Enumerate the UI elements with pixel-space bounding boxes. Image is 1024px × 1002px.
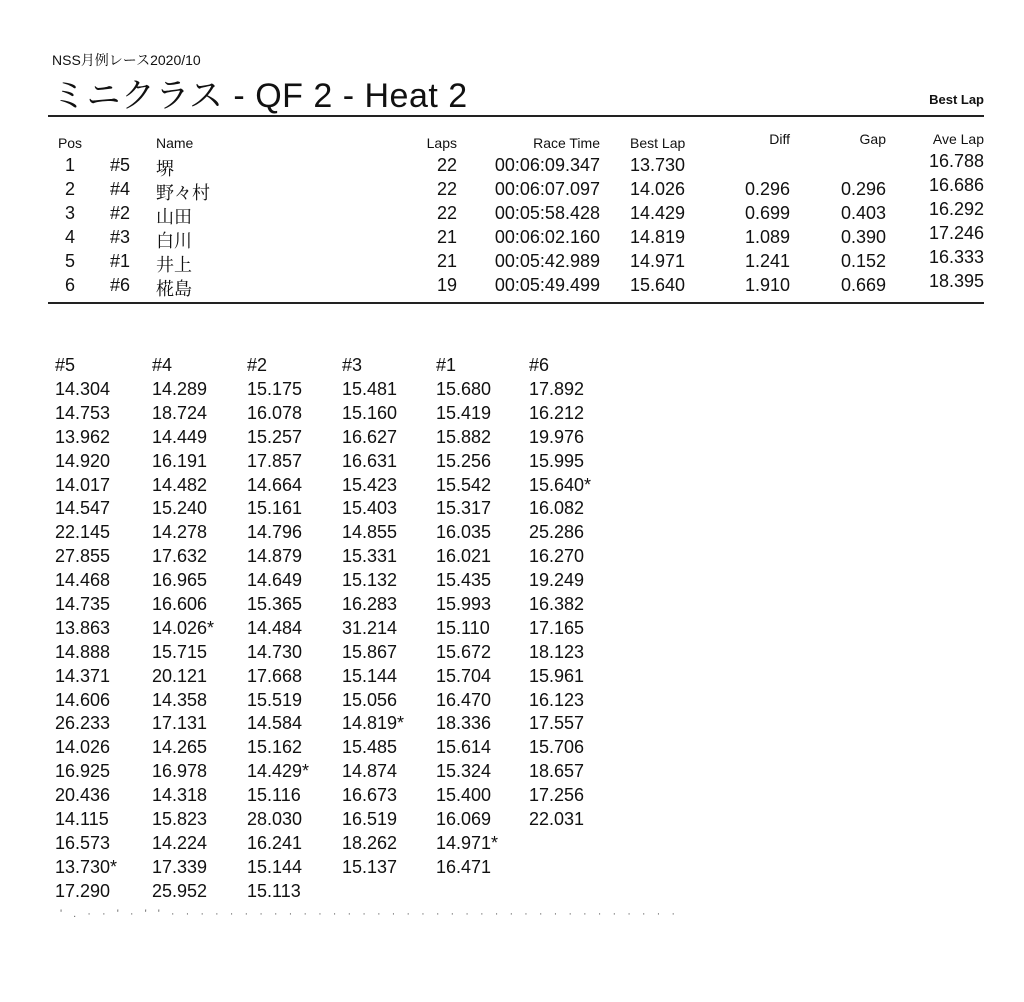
lap-column: [436, 355, 526, 881]
lap-time: 15.113: [247, 880, 301, 901]
result-car-number: #1: [110, 251, 131, 271]
result-laps: 22: [436, 179, 457, 199]
lap-time: 15.435: [436, 570, 492, 591]
header-pos: Pos: [57, 135, 83, 151]
header-race-time: Race Time: [533, 135, 600, 151]
lap-column: [55, 355, 145, 905]
lap-time: 19.249: [529, 570, 585, 591]
result-car-number: #4: [110, 179, 131, 199]
result-laps: 19: [436, 275, 457, 295]
result-pos: 4: [64, 227, 75, 247]
lap-time: 18.724: [152, 402, 208, 423]
lap-time: 17.290: [55, 880, 111, 901]
result-diff: 0.699: [744, 203, 790, 223]
lap-time: 20.121: [152, 665, 208, 686]
lap-time: 16.082: [529, 498, 585, 519]
lap-time: 15.823: [152, 809, 208, 830]
lap-time: 15.110: [436, 617, 490, 638]
header-laps: Laps: [426, 135, 457, 151]
lap-column-header: #5: [55, 355, 76, 375]
lap-time: 17.668: [247, 665, 303, 686]
lap-time: 14.888: [55, 641, 111, 662]
lap-time: 16.212: [529, 402, 585, 423]
lap-time: 15.403: [342, 498, 398, 519]
lap-time: 14.017: [55, 474, 111, 495]
lap-time: 14.304: [55, 379, 111, 399]
lap-time: 17.892: [529, 379, 585, 399]
lap-time: 13.962: [55, 426, 111, 447]
lap-time: 15.882: [436, 426, 492, 447]
lap-time: 16.573: [55, 832, 111, 853]
result-ave-lap: 16.333: [928, 247, 984, 267]
lap-time: 14.449: [152, 426, 208, 447]
result-laps: 21: [436, 251, 457, 271]
lap-time: 14.971*: [436, 832, 499, 853]
lap-time: 15.423: [342, 474, 398, 495]
lap-time: 15.175: [247, 379, 303, 399]
lap-time: 14.874: [342, 761, 398, 782]
result-best-lap: 14.971: [630, 251, 686, 271]
lap-time: 17.339: [152, 856, 208, 877]
lap-time: 14.358: [152, 689, 208, 710]
lap-time: 16.069: [436, 809, 492, 830]
cut-off-row-fragment: ' . · · ' · ' ' · · · · · · · · · · · · · · · · · · · · · · · · · · · · · · · · · · ·: [60, 908, 680, 920]
lap-time: 15.240: [152, 498, 208, 519]
result-race-time: 00:06:09.347: [494, 155, 600, 175]
lap-time: 19.976: [529, 426, 585, 447]
lap-time: 15.706: [529, 737, 585, 758]
lap-time: 14.429*: [247, 761, 310, 782]
result-pos: 5: [64, 251, 75, 271]
lap-time: 16.631: [342, 450, 398, 471]
result-pos: 1: [64, 155, 75, 175]
lap-time: 14.879: [247, 546, 303, 567]
lap-time: 14.920: [55, 450, 111, 471]
lap-time: 16.283: [342, 594, 398, 615]
result-diff: 1.910: [744, 275, 790, 295]
result-car-number: #2: [110, 203, 131, 223]
result-driver-name: 野々村: [156, 183, 210, 203]
result-row: [52, 199, 987, 227]
result-row: [52, 151, 987, 179]
lap-time: 15.715: [152, 641, 208, 662]
results-table: [52, 131, 987, 299]
result-best-lap: 14.819: [630, 227, 686, 247]
result-ave-lap: 17.246: [928, 223, 984, 243]
lap-time: 14.606: [55, 689, 111, 710]
lap-time: 14.855: [342, 522, 398, 543]
result-gap: 0.669: [840, 275, 886, 295]
result-driver-name: 白川: [156, 231, 192, 251]
result-row: [52, 247, 987, 275]
lap-time: 17.857: [247, 450, 303, 471]
results-header: [52, 131, 987, 155]
lap-time: 14.026*: [152, 617, 215, 638]
lap-time: 15.993: [436, 594, 492, 615]
lap-time: 15.519: [247, 689, 303, 710]
lap-time: 15.160: [342, 402, 398, 423]
lap-time: 18.123: [529, 641, 585, 662]
lap-time: 15.324: [436, 761, 492, 782]
lap-time: 15.614: [436, 737, 492, 758]
lap-time: 13.863: [55, 617, 111, 638]
result-best-lap: 14.429: [630, 203, 686, 223]
result-laps: 22: [436, 203, 457, 223]
lap-column-header: #6: [529, 355, 550, 375]
lap-time: 15.257: [247, 426, 303, 447]
result-laps: 22: [436, 155, 457, 175]
lap-time: 16.519: [342, 809, 398, 830]
result-driver-name: 山田: [156, 207, 192, 227]
lap-time: 16.382: [529, 594, 585, 615]
lap-column: [529, 355, 619, 833]
header-ave-lap: Ave Lap: [932, 131, 984, 147]
result-best-lap: 15.640: [630, 275, 686, 295]
lap-time: 15.419: [436, 402, 492, 423]
lap-time: 17.632: [152, 546, 208, 567]
result-diff: 1.089: [744, 227, 790, 247]
lap-time: 16.627: [342, 426, 398, 447]
lap-time: 22.031: [529, 809, 585, 830]
lap-time: 15.132: [342, 570, 398, 591]
lap-time: 28.030: [247, 809, 303, 830]
lap-time: 18.657: [529, 761, 585, 782]
result-row: [52, 175, 987, 203]
lap-time: 15.680: [436, 379, 492, 399]
lap-time: 16.021: [436, 546, 492, 567]
lap-time: 14.735: [55, 594, 111, 615]
lap-time: 15.485: [342, 737, 398, 758]
lap-time: 15.162: [247, 737, 303, 758]
lap-time: 15.640*: [529, 474, 592, 495]
lap-time: 14.547: [55, 498, 111, 519]
bottom-rule: [48, 302, 984, 304]
result-driver-name: 椛島: [156, 279, 192, 299]
lap-time: 15.331: [342, 546, 398, 567]
page-title: ミニクラス - QF 2 - Heat 2: [52, 77, 468, 115]
lap-time: 27.855: [55, 546, 111, 567]
lap-time: 18.336: [436, 713, 492, 734]
lap-time: 14.318: [152, 785, 208, 806]
lap-time: 14.026: [55, 737, 111, 758]
lap-time: 14.730: [247, 641, 303, 662]
header-name: Name: [156, 135, 194, 151]
result-car-number: #6: [110, 275, 131, 295]
lap-time: 15.481: [342, 379, 398, 399]
lap-column: [247, 355, 337, 905]
result-pos: 6: [64, 275, 75, 295]
lap-time: 15.672: [436, 641, 492, 662]
result-car-number: #5: [110, 155, 131, 175]
result-gap: 0.152: [840, 251, 886, 271]
result-race-time: 00:05:58.428: [494, 203, 600, 223]
lap-time: 15.365: [247, 594, 303, 615]
lap-time: 13.730*: [55, 856, 118, 877]
lap-time: 15.961: [529, 665, 585, 686]
result-best-lap: 14.026: [630, 179, 686, 199]
lap-time: 17.131: [152, 713, 208, 734]
lap-time: 14.649: [247, 570, 303, 591]
lap-time: 14.265: [152, 737, 208, 758]
lap-time: 14.584: [247, 713, 303, 734]
best-lap-caption: Best Lap: [929, 92, 984, 107]
lap-column-header: #3: [342, 355, 363, 375]
result-gap: 0.390: [840, 227, 886, 247]
lap-time: 14.115: [55, 809, 109, 830]
lap-time: 15.400: [436, 785, 492, 806]
lap-time: 14.819*: [342, 713, 405, 734]
lap-time: 15.137: [342, 856, 398, 877]
result-diff: 0.296: [744, 179, 790, 199]
lap-time: 15.995: [529, 450, 585, 471]
lap-time: 14.482: [152, 474, 208, 495]
lap-column-header: #4: [152, 355, 173, 375]
lap-time: 14.796: [247, 522, 303, 543]
lap-time: 14.484: [247, 617, 303, 638]
result-race-time: 00:05:42.989: [494, 251, 600, 271]
lap-time: 14.289: [152, 379, 208, 399]
lap-time: 15.704: [436, 665, 492, 686]
result-gap: 0.403: [840, 203, 886, 223]
lap-time: 16.925: [55, 761, 111, 782]
result-row: [52, 271, 987, 299]
result-diff: 1.241: [744, 251, 790, 271]
lap-time: 16.606: [152, 594, 208, 615]
lap-time: 15.867: [342, 641, 398, 662]
lap-time: 15.144: [342, 665, 398, 686]
header-diff: Diff: [769, 131, 790, 147]
lap-column: [152, 355, 242, 905]
result-driver-name: 井上: [156, 255, 192, 275]
result-ave-lap: 16.292: [928, 199, 984, 219]
lap-time: 17.256: [529, 785, 585, 806]
lap-time: 16.470: [436, 689, 492, 710]
lap-column-header: #1: [436, 355, 457, 375]
result-best-lap: 13.730: [630, 155, 686, 175]
lap-time: 15.317: [436, 498, 492, 519]
lap-time: 22.145: [55, 522, 111, 543]
lap-time: 16.241: [247, 832, 303, 853]
lap-time: 16.965: [152, 570, 208, 591]
lap-time: 15.256: [436, 450, 492, 471]
lap-column-header: #2: [247, 355, 268, 375]
header-best-lap: Best Lap: [630, 135, 686, 151]
result-laps: 21: [436, 227, 457, 247]
lap-time: 20.436: [55, 785, 111, 806]
lap-time: 14.278: [152, 522, 208, 543]
lap-time: 16.191: [152, 450, 208, 471]
lap-time: 17.557: [529, 713, 585, 734]
lap-time: 26.233: [55, 713, 111, 734]
result-ave-lap: 16.686: [928, 175, 984, 195]
lap-time: 16.270: [529, 546, 585, 567]
lap-column: [342, 355, 432, 881]
lap-time: 15.116: [247, 785, 301, 806]
lap-time: 16.978: [152, 761, 208, 782]
lap-time: 16.471: [436, 856, 492, 877]
lap-time: 14.753: [55, 402, 111, 423]
top-rule: [48, 115, 984, 117]
result-driver-name: 堺: [156, 159, 174, 179]
lap-time: 16.035: [436, 522, 492, 543]
lap-time: 18.262: [342, 832, 398, 853]
lap-time: 16.123: [529, 689, 585, 710]
lap-time: 25.952: [152, 880, 208, 901]
lap-time: 15.542: [436, 474, 492, 495]
lap-time: 14.371: [55, 665, 111, 686]
lap-time: 14.468: [55, 570, 111, 591]
lap-time: 15.161: [247, 498, 303, 519]
result-ave-lap: 16.788: [928, 151, 984, 171]
header-gap: Gap: [859, 131, 886, 147]
lap-time: 16.078: [247, 402, 303, 423]
result-pos: 3: [64, 203, 75, 223]
result-gap: 0.296: [840, 179, 886, 199]
lap-time: 14.224: [152, 832, 208, 853]
lap-time: 17.165: [529, 617, 585, 638]
result-race-time: 00:06:07.097: [494, 179, 600, 199]
result-row: [52, 223, 987, 251]
result-pos: 2: [64, 179, 75, 199]
lap-time: 16.673: [342, 785, 398, 806]
result-car-number: #3: [110, 227, 131, 247]
result-race-time: 00:05:49.499: [494, 275, 600, 295]
lap-time: 25.286: [529, 522, 585, 543]
result-ave-lap: 18.395: [928, 271, 984, 291]
result-race-time: 00:06:02.160: [494, 227, 600, 247]
lap-time: 14.664: [247, 474, 303, 495]
lap-time: 31.214: [342, 617, 398, 638]
event-name: NSS月例レース2020/10: [52, 52, 201, 68]
lap-time: 15.056: [342, 689, 398, 710]
lap-time: 15.144: [247, 856, 303, 877]
